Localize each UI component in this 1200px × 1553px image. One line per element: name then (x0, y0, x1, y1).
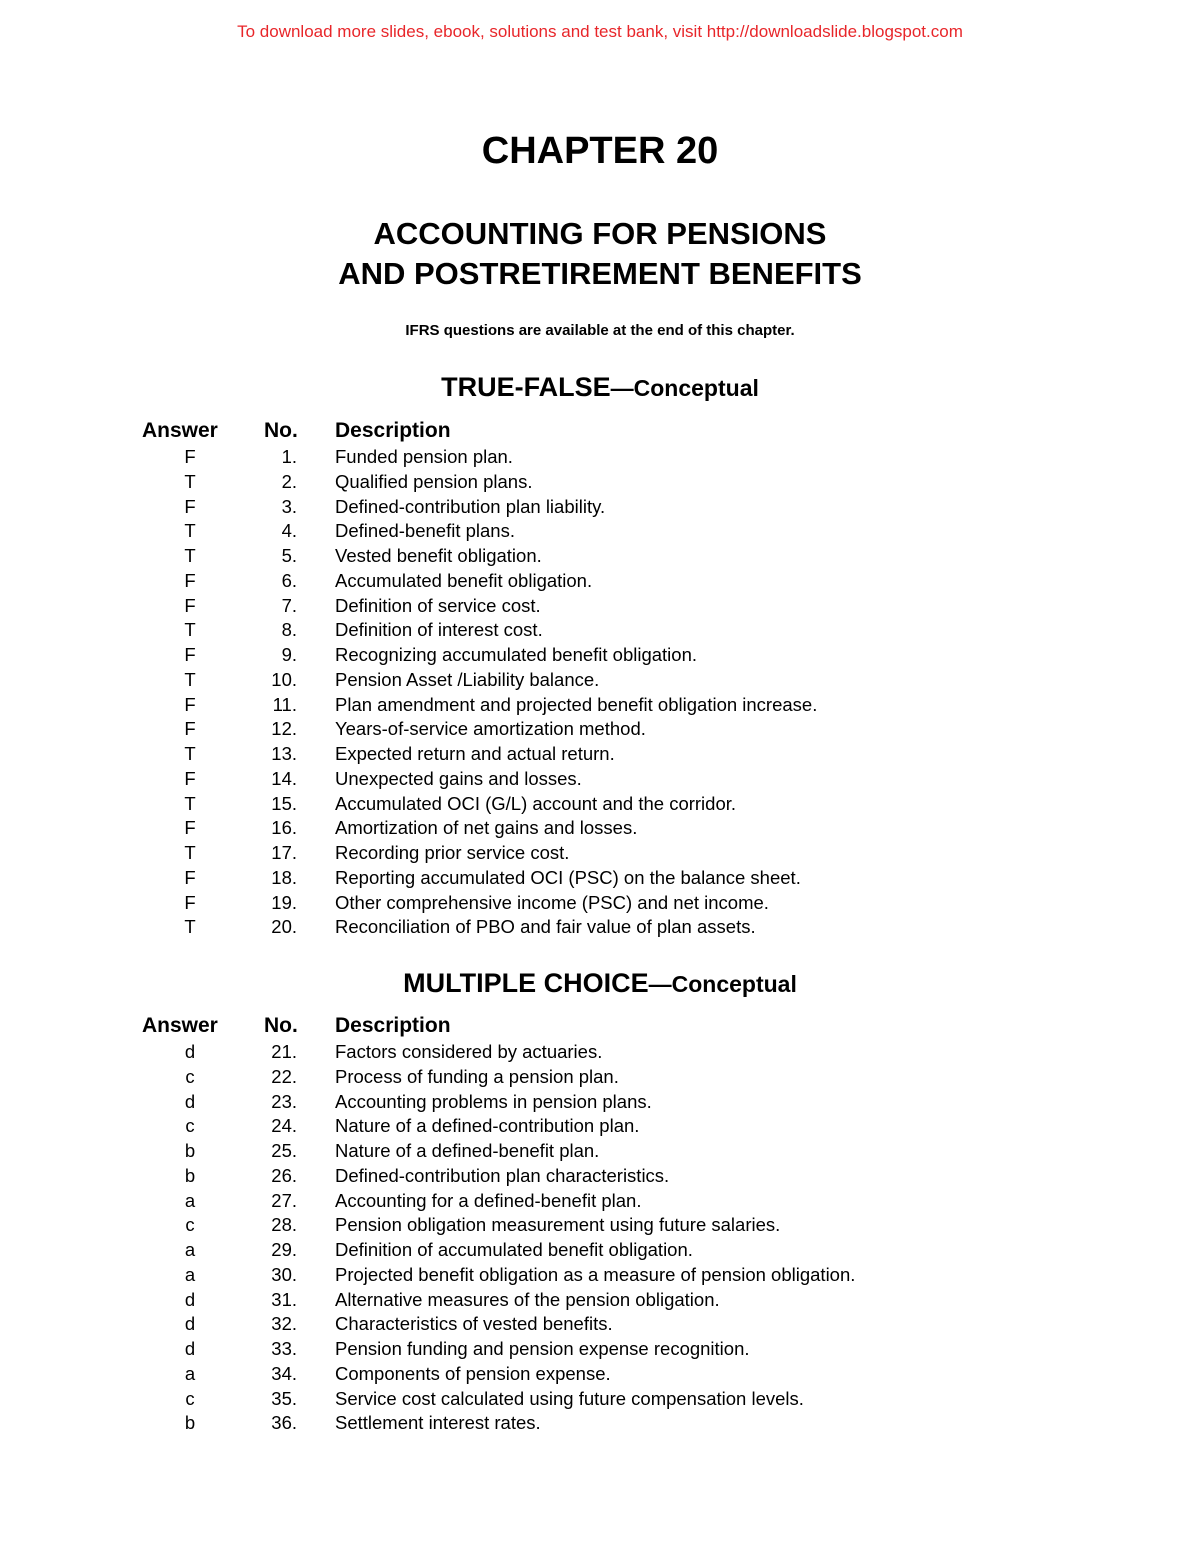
question-row (0, 1264, 1200, 1289)
column-headers (0, 419, 1200, 445)
chapter-title-line-2: AND POSTRETIREMENT BENEFITS (338, 256, 862, 291)
ifrs-note: IFRS questions are available at the end of this chapter. (405, 322, 795, 339)
question-number: 6. (281, 569, 297, 591)
question-description: Accounting problems in pension plans. (335, 1090, 652, 1112)
answer-key: c (185, 1115, 195, 1137)
question-description: Pension funding and pension expense recognition. (335, 1338, 750, 1359)
question-number: 27. (271, 1189, 297, 1211)
question-number: 20. (271, 916, 297, 938)
question-row (0, 1289, 1200, 1314)
column-header-answer: Answer (142, 1014, 218, 1037)
answer-key: d (184, 1288, 196, 1310)
question-row (0, 867, 1200, 892)
question-description: Plan amendment and projected benefit obligation increase. (335, 693, 818, 715)
answer-key: F (184, 891, 196, 913)
question-description: Years-of-service amortization method. (335, 718, 646, 740)
question-row (0, 1140, 1200, 1165)
question-description: Accounting for a defined-benefit plan. (335, 1189, 642, 1211)
section-title: MULTIPLE CHOICE (403, 968, 649, 998)
question-description: Definition of accumulated benefit obligation. (335, 1239, 693, 1260)
question-description: Alternative measures of the pension obligation. (335, 1288, 720, 1310)
question-description: Defined-benefit plans. (335, 520, 515, 542)
question-description: Reconciliation of PBO and fair value of plan assets. (335, 916, 756, 938)
question-description: Accumulated OCI (G/L) account and the corridor. (335, 792, 737, 814)
question-row (0, 669, 1200, 694)
question-row (0, 1239, 1200, 1264)
question-row (0, 916, 1200, 941)
question-description: Recording prior service cost. (335, 842, 570, 863)
question-description: Amortization of net gains and losses. (335, 817, 638, 839)
answer-key: F (184, 817, 196, 839)
question-description: Characteristics of vested benefits. (335, 1313, 613, 1335)
question-description: Recognizing accumulated benefit obligation. (335, 644, 698, 665)
question-row (0, 644, 1200, 669)
answer-key: F (184, 693, 196, 715)
question-row (0, 694, 1200, 719)
chapter-title-line-1: ACCOUNTING FOR PENSIONS (373, 216, 827, 251)
question-row (0, 1388, 1200, 1413)
question-description: Unexpected gains and losses. (335, 767, 582, 789)
question-row (0, 743, 1200, 768)
column-header-description: Description (335, 419, 451, 442)
question-number: 14. (271, 767, 297, 789)
question-number: 7. (281, 594, 297, 616)
question-number: 18. (271, 866, 297, 888)
answer-key: b (184, 1164, 196, 1186)
question-description: Accumulated benefit obligation. (335, 569, 593, 591)
question-row (0, 1313, 1200, 1338)
question-row (0, 718, 1200, 743)
question-row (0, 496, 1200, 521)
question-number: 31. (271, 1288, 297, 1310)
question-row (0, 1041, 1200, 1066)
section-heading-multiple-choice (0, 968, 1200, 999)
section-title: TRUE-FALSE (441, 372, 611, 402)
question-number: 22. (271, 1065, 297, 1087)
question-number: 2. (281, 470, 297, 492)
answer-key: F (184, 767, 196, 789)
question-description: Projected benefit obligation as a measure of pension obligation. (335, 1263, 856, 1285)
question-description: Reporting accumulated OCI (PSC) on the balance sheet. (335, 866, 801, 888)
question-number: 10. (271, 668, 297, 690)
question-row (0, 471, 1200, 496)
question-number: 1. (281, 446, 297, 467)
question-number: 16. (271, 817, 297, 839)
column-header-description: Description (335, 1014, 451, 1037)
answer-key: a (184, 1239, 196, 1260)
question-number: 9. (281, 644, 297, 665)
question-row (0, 892, 1200, 917)
question-row (0, 570, 1200, 595)
question-number: 33. (271, 1338, 297, 1359)
answer-key: d (184, 1041, 196, 1062)
question-number: 32. (271, 1313, 297, 1335)
answer-key: b (184, 1412, 196, 1434)
question-number: 35. (271, 1387, 297, 1409)
answer-key: F (184, 495, 196, 517)
question-row (0, 595, 1200, 620)
true-false-list (0, 446, 1200, 941)
question-description: Other comprehensive income (PSC) and net income. (335, 891, 769, 913)
answer-key: c (185, 1387, 195, 1409)
answer-key: F (184, 594, 196, 616)
answer-key: T (184, 916, 196, 938)
question-row (0, 842, 1200, 867)
question-description: Defined-contribution plan characteristics. (335, 1164, 670, 1186)
question-description: Defined-contribution plan liability. (335, 495, 606, 517)
question-number: 15. (271, 792, 297, 814)
multiple-choice-list (0, 1041, 1200, 1437)
question-row (0, 446, 1200, 471)
answer-key: a (184, 1189, 196, 1211)
question-row (0, 1412, 1200, 1437)
answer-key: T (184, 792, 196, 814)
question-row (0, 1165, 1200, 1190)
question-description: Nature of a defined-benefit plan. (335, 1140, 600, 1161)
question-row (0, 1190, 1200, 1215)
question-number: 8. (281, 619, 297, 641)
question-description: Vested benefit obligation. (335, 545, 542, 566)
question-description: Funded pension plan. (335, 446, 513, 467)
question-row (0, 545, 1200, 570)
answer-key: c (185, 1214, 195, 1236)
answer-key: T (184, 842, 196, 863)
question-row (0, 619, 1200, 644)
answer-key: T (184, 470, 196, 492)
question-number: 12. (271, 718, 297, 740)
question-row (0, 520, 1200, 545)
question-description: Nature of a defined-contribution plan. (335, 1115, 640, 1137)
question-number: 5. (281, 545, 297, 566)
question-number: 24. (271, 1115, 297, 1137)
answer-key: d (184, 1090, 196, 1112)
question-row (0, 1214, 1200, 1239)
question-description: Definition of service cost. (335, 594, 541, 616)
question-number: 11. (272, 693, 297, 715)
column-headers (0, 1014, 1200, 1040)
answer-key: d (184, 1338, 196, 1359)
answer-key: a (184, 1362, 196, 1384)
answer-key: T (184, 743, 196, 764)
section-subtitle: —Conceptual (610, 375, 759, 401)
section-heading-true-false (0, 372, 1200, 403)
question-number: 19. (271, 891, 297, 913)
question-number: 28. (271, 1214, 297, 1236)
answer-key: T (184, 619, 196, 641)
question-description: Settlement interest rates. (335, 1412, 541, 1434)
question-row (0, 1338, 1200, 1363)
question-number: 23. (271, 1090, 297, 1112)
answer-key: F (184, 866, 196, 888)
question-description: Definition of interest cost. (335, 619, 543, 641)
question-description: Expected return and actual return. (335, 743, 615, 764)
question-description: Service cost calculated using future compensation levels. (335, 1387, 804, 1409)
question-number: 30. (271, 1263, 297, 1285)
question-row (0, 817, 1200, 842)
answer-key: a (184, 1263, 196, 1285)
answer-key: F (184, 644, 196, 665)
question-number: 26. (271, 1164, 297, 1186)
question-number: 3. (281, 495, 297, 517)
column-header-no: No. (264, 1014, 298, 1037)
question-number: 4. (281, 520, 297, 542)
question-description: Pension obligation measurement using future salaries. (335, 1214, 781, 1236)
answer-key: T (184, 668, 196, 690)
answer-key: d (184, 1313, 196, 1335)
question-number: 29. (271, 1239, 297, 1260)
question-row (0, 1363, 1200, 1388)
answer-key: b (184, 1140, 196, 1161)
question-number: 13. (271, 743, 297, 764)
chapter-heading: CHAPTER 20 (481, 130, 719, 172)
question-description: Pension Asset /Liability balance. (335, 668, 600, 690)
question-row (0, 1091, 1200, 1116)
question-row (0, 768, 1200, 793)
answer-key: T (184, 545, 196, 566)
question-row (0, 1115, 1200, 1140)
question-description: Process of funding a pension plan. (335, 1065, 619, 1087)
question-number: 36. (271, 1412, 297, 1434)
answer-key: F (184, 446, 196, 467)
question-number: 21. (271, 1041, 297, 1062)
chapter-title (0, 214, 1200, 294)
question-description: Factors considered by actuaries. (335, 1041, 603, 1062)
section-subtitle: —Conceptual (648, 971, 797, 997)
question-number: 25. (271, 1140, 297, 1161)
question-number: 34. (271, 1362, 297, 1384)
column-header-no: No. (264, 419, 298, 442)
download-banner: To download more slides, ebook, solutions and test bank, visit http://downloadslide.blogspot.com (237, 22, 963, 41)
question-description: Qualified pension plans. (335, 470, 533, 492)
answer-key: F (184, 718, 196, 740)
column-header-answer: Answer (142, 419, 218, 442)
answer-key: T (184, 520, 196, 542)
question-row (0, 793, 1200, 818)
question-row (0, 1066, 1200, 1091)
question-number: 17. (271, 842, 297, 863)
answer-key: c (185, 1065, 195, 1087)
question-description: Components of pension expense. (335, 1362, 611, 1384)
answer-key: F (184, 569, 196, 591)
